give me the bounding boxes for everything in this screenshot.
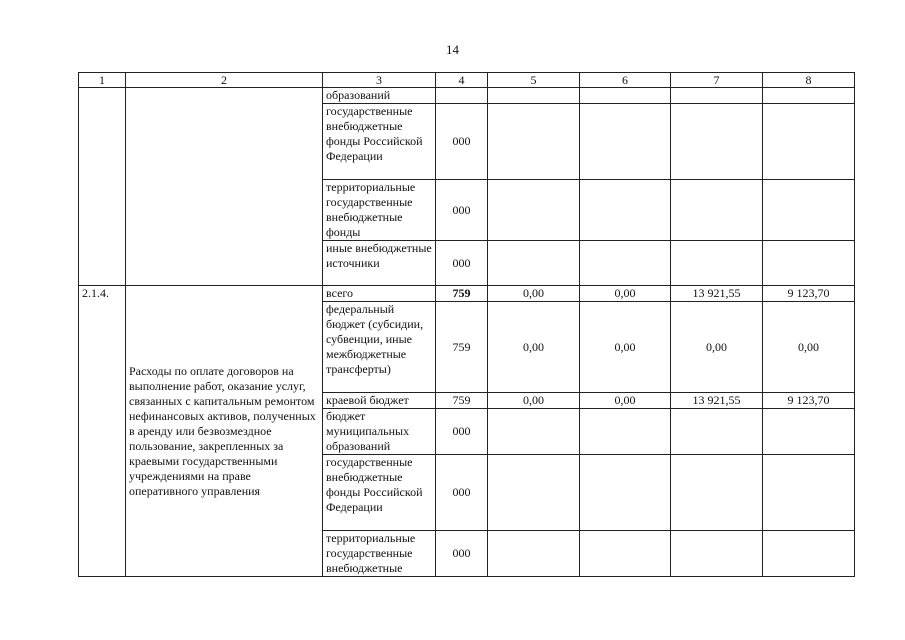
value-cell [671,455,763,531]
value-cell: 9 123,70 [763,286,855,302]
value-cell [488,531,580,577]
column-header-4: 4 [436,73,488,88]
value-cell: 0,00 [580,302,671,393]
source-cell: территориальные государственные внебюджетные фонды [323,180,436,241]
item-description-cell [126,88,323,286]
value-cell: 0,00 [488,302,580,393]
item-description: Расходы по оплате договоров на выполнение работ, оказание услуг, связанных с капитальным ремонтом нефинансовых активов, полученных в аренду или безвозмездное пользование, закрепленных за краевыми государственными учреждениями на праве оперативного управления [126,286,323,577]
value-cell [671,88,763,104]
column-header-3: 3 [323,73,436,88]
value-cell [488,88,580,104]
code-cell: 759 [436,302,488,393]
header-row [79,73,855,88]
value-cell [580,104,671,180]
item-number-cell [79,88,126,286]
value-cell [580,88,671,104]
value-cell: 13 921,55 [671,286,763,302]
value-cell: 0,00 [763,302,855,393]
value-cell [488,180,580,241]
value-cell [763,531,855,577]
value-cell: 0,00 [580,286,671,302]
code-cell: 000 [436,531,488,577]
value-cell [763,455,855,531]
value-cell [488,455,580,531]
column-header-5: 5 [488,73,580,88]
value-cell [763,104,855,180]
source-cell: территориальные государственные внебюджетные [323,531,436,577]
source-cell: краевой бюджет [323,393,436,409]
code-cell [436,88,488,104]
source-cell: образований [323,88,436,104]
page-number: 14 [446,42,459,57]
code-cell: 000 [436,241,488,286]
value-cell [763,241,855,286]
value-cell [488,409,580,455]
code-cell: 000 [436,104,488,180]
value-cell: 0,00 [580,393,671,409]
column-header-2: 2 [126,73,323,88]
value-cell [671,531,763,577]
source-cell: всего [323,286,436,302]
table-row [79,88,855,104]
source-cell: бюджет муниципальных образований [323,409,436,455]
code-cell: 000 [436,180,488,241]
value-cell [580,180,671,241]
column-header-6: 6 [580,73,671,88]
code-cell: 759 [436,393,488,409]
value-cell: 0,00 [488,393,580,409]
value-cell [763,180,855,241]
code-cell: 000 [436,455,488,531]
code-cell: 759 [436,286,488,302]
item-number: 2.1.4. [79,286,126,577]
value-cell [580,241,671,286]
value-cell [671,104,763,180]
source-cell: государственные внебюджетные фонды Российской Федерации [323,455,436,531]
value-cell [488,104,580,180]
value-cell [763,88,855,104]
value-cell [671,409,763,455]
value-cell: 0,00 [488,286,580,302]
value-cell [580,455,671,531]
value-cell [671,180,763,241]
value-cell: 13 921,55 [671,393,763,409]
source-cell: государственные внебюджетные фонды Российской Федерации [323,104,436,180]
value-cell [763,409,855,455]
table-row [79,286,855,302]
column-header-7: 7 [671,73,763,88]
source-cell: иные внебюджетные источники [323,241,436,286]
budget-table [78,72,855,577]
value-cell [671,241,763,286]
source-cell: федеральный бюджет (субсидии, субвенции, иные межбюджетные трансферты) [323,302,436,393]
value-cell: 9 123,70 [763,393,855,409]
column-header-1: 1 [79,73,126,88]
value-cell [580,409,671,455]
value-cell: 0,00 [671,302,763,393]
code-cell: 000 [436,409,488,455]
value-cell [488,241,580,286]
value-cell [580,531,671,577]
column-header-8: 8 [763,73,855,88]
